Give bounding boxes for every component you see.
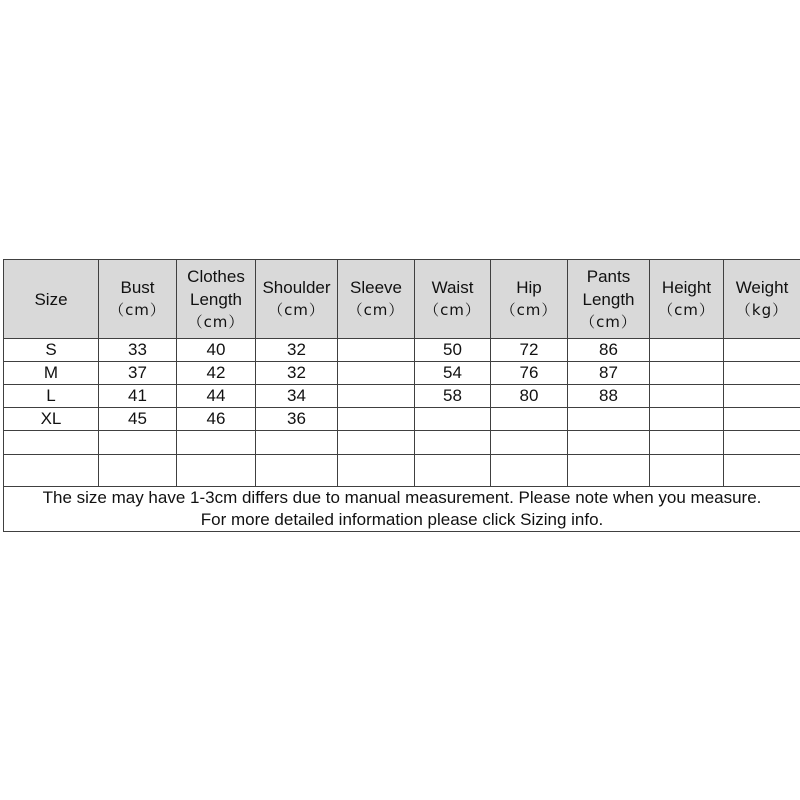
table-cell [650,339,724,362]
table-cell: 50 [415,339,491,362]
table-cell: 36 [256,408,338,431]
table-cell: 46 [177,408,256,431]
header-unit: （kg） [735,301,789,319]
table-cell [415,455,491,487]
table-cell: 32 [256,362,338,385]
table-cell: 80 [491,385,568,408]
table-cell [256,431,338,455]
table-cell [338,431,415,455]
header-bust [99,260,177,339]
size-chart-body [4,339,800,532]
table-cell [568,431,650,455]
header-weight [724,260,800,339]
header-unit: （cm） [109,301,166,319]
note-row [4,487,800,532]
table-cell: 40 [177,339,256,362]
table-cell: 34 [256,385,338,408]
table-cell: 45 [99,408,177,431]
table-row-l [4,385,800,408]
table-cell [568,408,650,431]
table-cell: 44 [177,385,256,408]
table-cell [338,455,415,487]
table-cell [99,455,177,487]
table-cell: 58 [415,385,491,408]
header-unit: （cm） [268,301,325,319]
table-cell: 54 [415,362,491,385]
table-cell [568,455,650,487]
table-cell: 72 [491,339,568,362]
table-cell: 41 [99,385,177,408]
header-waist [415,260,491,339]
header-unit: （cm） [500,301,558,319]
table-cell [177,455,256,487]
table-cell: 37 [99,362,177,385]
size-chart-table [3,259,800,532]
table-cell [491,455,568,487]
header-label: Height [661,278,712,297]
header-pants-length [568,260,650,339]
table-cell [724,385,800,408]
table-row-s [4,339,800,362]
table-row-empty [4,431,800,455]
table-cell [724,455,800,487]
header-unit: （cm） [658,301,715,319]
table-cell [724,431,800,455]
size-chart-header [4,260,800,339]
table-cell [4,431,99,455]
table-row-empty [4,455,800,487]
table-cell: 86 [568,339,650,362]
table-cell [338,339,415,362]
header-shoulder [256,260,338,339]
header-label: Shoulder [262,278,331,297]
header-clothes-length [177,260,256,339]
table-cell: 42 [177,362,256,385]
table-cell [491,431,568,455]
table-row-xl [4,408,800,431]
header-label: Bust [120,278,155,297]
table-cell [4,455,99,487]
header-label: Clothes [187,266,245,286]
header-label: Length [190,289,242,309]
table-cell: S [4,339,99,362]
table-cell: 76 [491,362,568,385]
table-cell [724,408,800,431]
table-cell [650,385,724,408]
table-cell [415,408,491,431]
header-unit: （cm） [347,301,405,319]
table-cell [338,385,415,408]
header-label: Size [34,289,68,309]
table-cell: M [4,362,99,385]
header-row [4,260,800,339]
table-cell: 87 [568,362,650,385]
table-cell: 32 [256,339,338,362]
header-label: Sleeve [350,278,402,297]
table-cell [650,362,724,385]
table-cell [724,339,800,362]
note-line-2: For more detailed information please click Sizing info. [200,510,604,529]
table-cell: 88 [568,385,650,408]
table-cell: L [4,385,99,408]
table-cell [650,408,724,431]
header-hip [491,260,568,339]
table-cell [99,431,177,455]
table-cell [177,431,256,455]
header-unit: （cm） [580,312,637,331]
table-cell [338,408,415,431]
table-cell [256,455,338,487]
table-cell [415,431,491,455]
header-size [4,260,99,339]
table-cell: XL [4,408,99,431]
measurement-note [4,487,800,532]
note-line-1: The size may have 1-3cm differs due to manual measurement. Please note when you measure. [42,488,762,507]
header-unit: （cm） [187,312,245,331]
header-label: Pants [586,266,631,286]
table-cell: 33 [99,339,177,362]
header-label: Weight [735,278,789,297]
table-cell [338,362,415,385]
table-cell [724,362,800,385]
header-height [650,260,724,339]
table-row-m [4,362,800,385]
table-cell [650,431,724,455]
header-label: Length [582,289,635,309]
header-sleeve [338,260,415,339]
header-unit: （cm） [424,301,481,319]
table-cell [491,408,568,431]
header-label: Hip [516,278,542,297]
header-label: Waist [431,278,474,297]
table-cell [650,455,724,487]
